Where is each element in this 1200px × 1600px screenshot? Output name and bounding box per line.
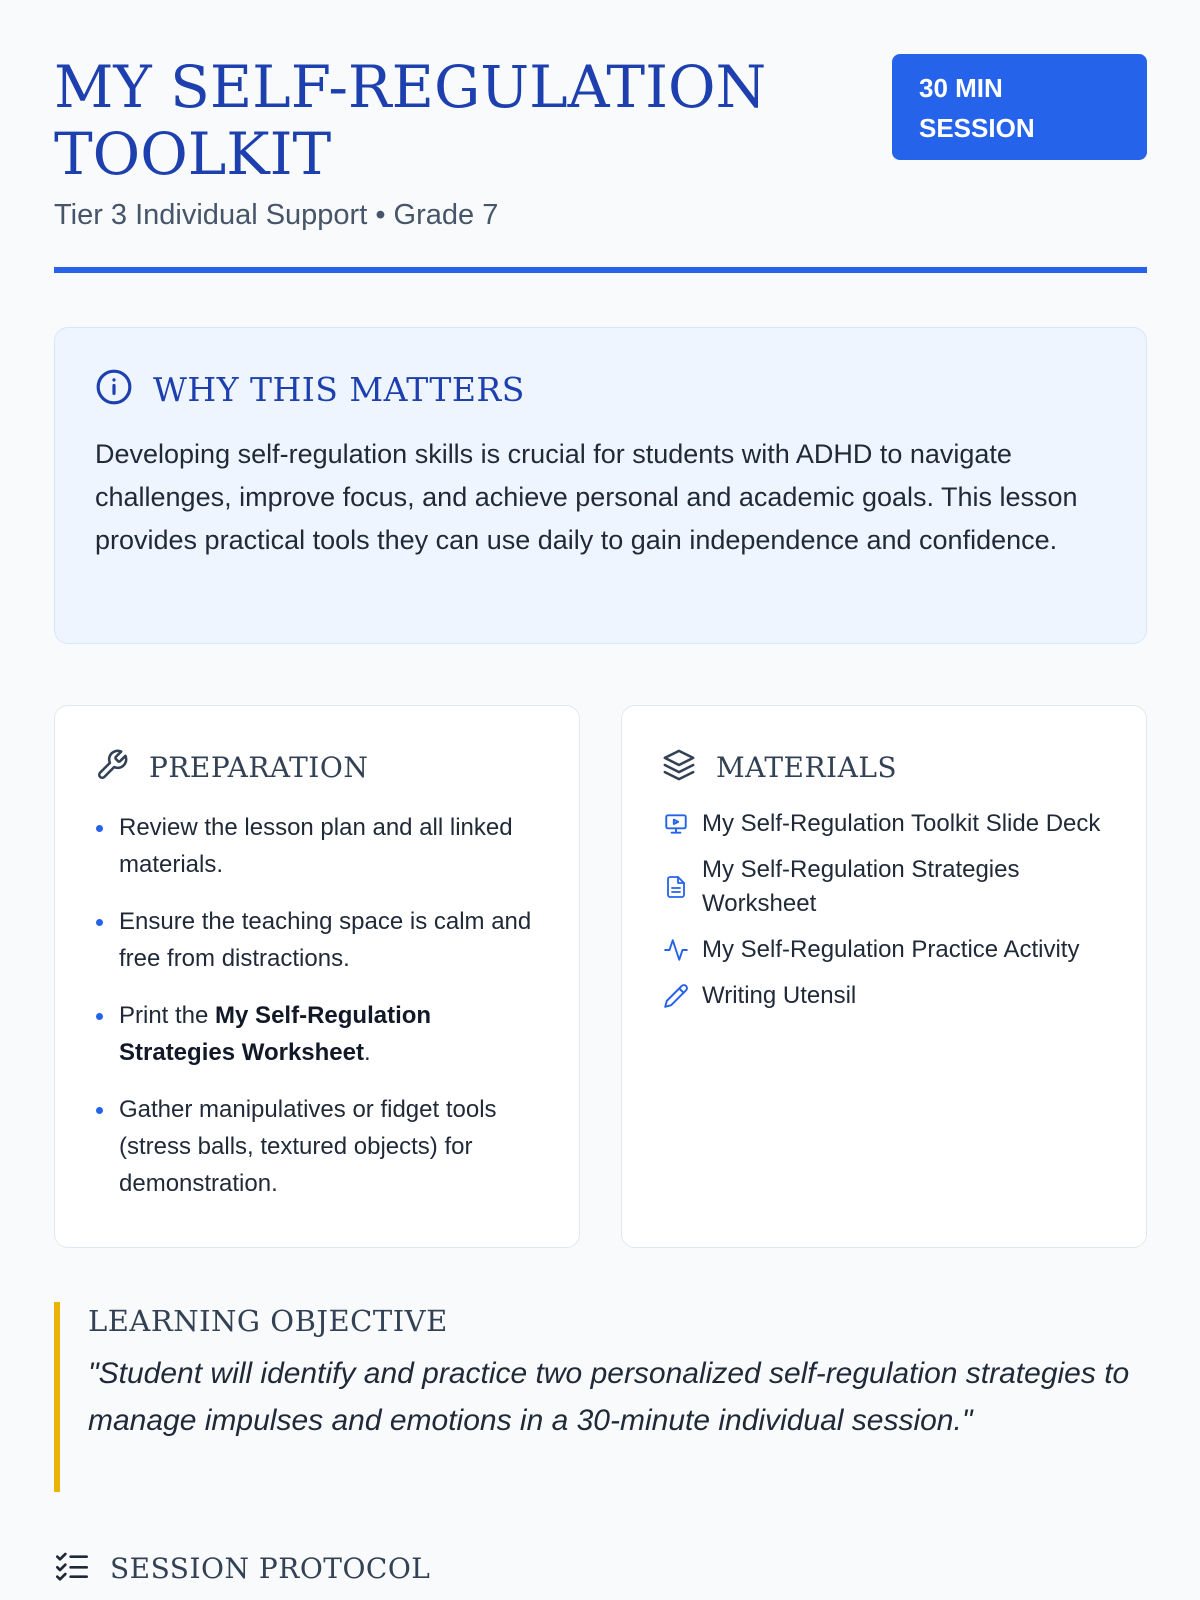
material-label: My Self-Regulation Toolkit Slide Deck	[702, 810, 1101, 837]
material-label: My Self-Regulation Strategies Worksheet	[702, 856, 1020, 917]
list-item	[95, 1091, 539, 1202]
lesson-page	[54, 53, 1147, 1585]
worksheet-title: My Self-Regulation Strategies Worksheet	[119, 1002, 432, 1066]
duration-badge-line2: SESSION	[919, 113, 1035, 143]
preparation-list	[95, 809, 539, 1202]
list-item	[95, 997, 539, 1071]
learning-objective	[54, 1302, 1147, 1492]
list-item-text: Review the lesson plan and all linked materials.	[119, 814, 513, 878]
objective-text: "Student will identify and practice two personalized self-regulation strategies to manage impulses and emotions in a 30-minute individual session."	[88, 1357, 1130, 1437]
list-item	[95, 903, 539, 977]
duration-badge-line1: 30 MIN	[919, 73, 1003, 103]
protocol-heading: SESSION PROTOCOL	[110, 1552, 431, 1585]
header-divider	[54, 267, 1147, 273]
materials-heading: MATERIALS	[716, 751, 898, 784]
objective-heading: LEARNING OBJECTIVE	[88, 1304, 448, 1338]
duration-badge	[892, 54, 1147, 160]
pencil-icon	[662, 982, 690, 1010]
material-label: Writing Utensil	[702, 982, 857, 1009]
materials-list	[662, 807, 1106, 1013]
list-item-text: .	[363, 1039, 371, 1066]
document-icon	[662, 873, 690, 901]
preparation-heading: PREPARATION	[149, 751, 369, 784]
why-this-matters-panel	[54, 327, 1147, 644]
material-item[interactable]	[662, 807, 1106, 841]
activity-icon	[662, 936, 690, 964]
wrench-icon	[95, 748, 129, 787]
material-item[interactable]	[662, 979, 1106, 1013]
layers-icon	[662, 748, 696, 787]
checklist-icon	[54, 1550, 90, 1587]
why-body-text: Developing self-regulation skills is crucial for students with ADHD to navigate challenges, improve focus, and achieve personal and academic goals. This lesson provides practical tools they can use daily to gain independence and confidence.	[95, 439, 1078, 555]
info-icon	[95, 368, 133, 411]
page-subtitle: Tier 3 Individual Support • Grade 7	[54, 199, 499, 231]
materials-card	[621, 705, 1147, 1248]
page-title: MY SELF-REGULATION TOOLKIT	[54, 53, 767, 188]
why-heading: WHY THIS MATTERS	[153, 370, 525, 409]
material-label: My Self-Regulation Practice Activity	[702, 936, 1080, 963]
list-item	[95, 809, 539, 883]
preparation-card	[54, 705, 580, 1248]
list-item-text: Print the	[119, 1002, 216, 1029]
header	[54, 54, 1147, 274]
material-item[interactable]	[662, 853, 1106, 921]
presentation-icon	[662, 810, 690, 838]
material-item[interactable]	[662, 933, 1106, 967]
session-protocol-heading-row	[54, 1550, 430, 1587]
list-item-text: Ensure the teaching space is calm and free from distractions.	[119, 908, 532, 972]
list-item-text: Gather manipulatives or fidget tools (stress balls, textured objects) for demonstration.	[119, 1096, 497, 1197]
